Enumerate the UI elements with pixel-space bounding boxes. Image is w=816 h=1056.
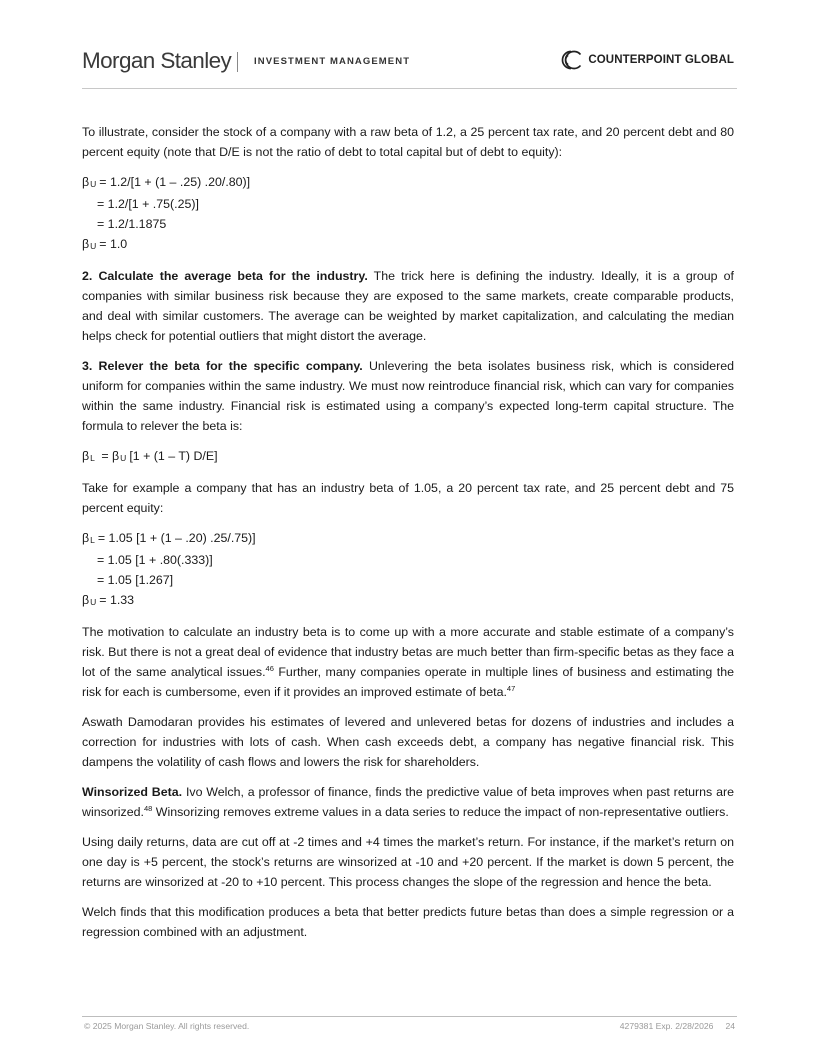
counterpoint-global-logo xyxy=(560,49,734,71)
motivation-paragraph: The motivation to calculate an industry beta is to come up with a more accurate and stable estimate of a company’s risk. But there is not a great deal of evidence that industry betas are much better than firm-specific betas as they face a lot of the same analytical issues.$^{46}$ Further, many companies operate in multiple lines of business and estimating the risk for each is cumbersome, even if it provides an improved estimate of beta.$^{47}$ xyxy=(82,625,734,699)
formula-line: = 1.2/1.1875 xyxy=(97,217,167,231)
formula-line: βU = 1.33 xyxy=(82,593,135,607)
footer-right xyxy=(620,1021,735,1031)
document-code: 4279381 Exp. 2/28/2026 xyxy=(619,1021,714,1031)
winsorized-heading: Winsorized Beta. xyxy=(82,785,183,799)
formula-line: = 1.05 [1.267] xyxy=(97,573,174,587)
step3-paragraph: 3. Relever the beta for the specific company. Unlevering the beta isolates business risk, which is considered uniform for companies within the same industry. We must now reintroduce financial risk, which can vary for companies within the same industry. Financial risk is estimated using a company’s expected long-term capital structure. The formula to relever the beta is: xyxy=(82,359,734,433)
step2-heading: 2. Calculate the average beta for the industry. xyxy=(82,269,368,283)
formula-line: = 1.05 [1 + .80(.333)] xyxy=(97,553,213,567)
header-rule xyxy=(82,88,737,89)
page-number: 24 xyxy=(725,1021,735,1031)
footnote-ref-48[interactable]: 48 xyxy=(143,804,153,813)
page-header xyxy=(82,44,734,80)
counterpoint-global-label: COUNTERPOINT GLOBAL xyxy=(588,54,734,66)
intro-paragraph: To illustrate, consider the stock of a company with a raw beta of 1.2, a 25 percent tax rate, and 20 percent debt and 80 percent equity (note that D/E is not the ratio of debt to total capital but of debt to equity): xyxy=(82,125,734,159)
counterpoint-cc-logo-icon xyxy=(560,49,584,71)
formula-line: βL = 1.05 [1 + (1 – .20) .25/.75)] xyxy=(82,531,256,545)
formula-line: = 1.2/[1 + .75(.25)] xyxy=(97,197,199,211)
relever-formula xyxy=(82,446,734,468)
formula-line: βU = 1.2/[1 + (1 – .25) .20/.80)] xyxy=(82,175,251,189)
relever-formula-example xyxy=(82,528,734,612)
daily-returns-paragraph: Using daily returns, data are cut off at -2 times and +4 times the market’s return. For instance, if the market’s return on one day is +5 percent, the stock’s returns are winsorized at -10 and +20 percent. If the market is down 5 percent, the returns are winsorized at -20 to +10 percent. This process changes the slope of the regression and hence the beta. xyxy=(82,835,734,889)
formula-line: βU = 1.0 xyxy=(82,237,128,251)
investment-management-label: INVESTMENT MANAGEMENT xyxy=(254,56,411,67)
welch-paragraph: Welch finds that this modification produces a beta that better predicts future betas than does a simple regression or a regression combined with an adjustment. xyxy=(82,905,734,939)
morgan-stanley-logo: Morgan Stanley xyxy=(82,48,232,73)
winsorized-paragraph: Winsorized Beta. Ivo Welch, a professor of finance, finds the predictive value of beta improves when past returns are winsorized.$^{48}$ Winsorizing removes extreme values in a data series to reduce the impact of non-representative outliers. xyxy=(82,785,734,819)
footnote-ref-47[interactable]: 47 xyxy=(506,684,516,693)
copyright-notice: © 2025 Morgan Stanley. All rights reserved. xyxy=(84,1021,250,1031)
footer-rule xyxy=(82,1016,737,1017)
document-body xyxy=(82,122,734,952)
header-divider xyxy=(237,52,238,72)
damodaran-paragraph: Aswath Damodaran provides his estimates of levered and unlevered betas for dozens of industries and includes a correction for industries with lots of cash. When cash exceeds debt, a company has negative financial risk. This dampens the volatility of cash flows and lowers the risk for shareholders. xyxy=(82,715,734,769)
unlever-formula-example xyxy=(82,172,734,256)
example-paragraph: Take for example a company that has an industry beta of 1.05, a 20 percent tax rate, and 25 percent debt and 75 percent equity: xyxy=(82,481,734,515)
formula-line: βL = βU [1 + (1 – T) D/E] xyxy=(82,449,218,463)
step2-paragraph: 2. Calculate the average beta for the industry. The trick here is defining the industry. Ideally, it is a group of companies with similar business risk because they are exposed to the same markets, create comparable products, and deal with similar customers. The average can be weighted by market capitalization, and calculating the median helps check for potential outliers that might distort the average. xyxy=(82,269,734,343)
footnote-ref-46[interactable]: 46 xyxy=(265,664,274,673)
step3-heading: 3. Relever the beta for the specific company. xyxy=(82,359,363,373)
